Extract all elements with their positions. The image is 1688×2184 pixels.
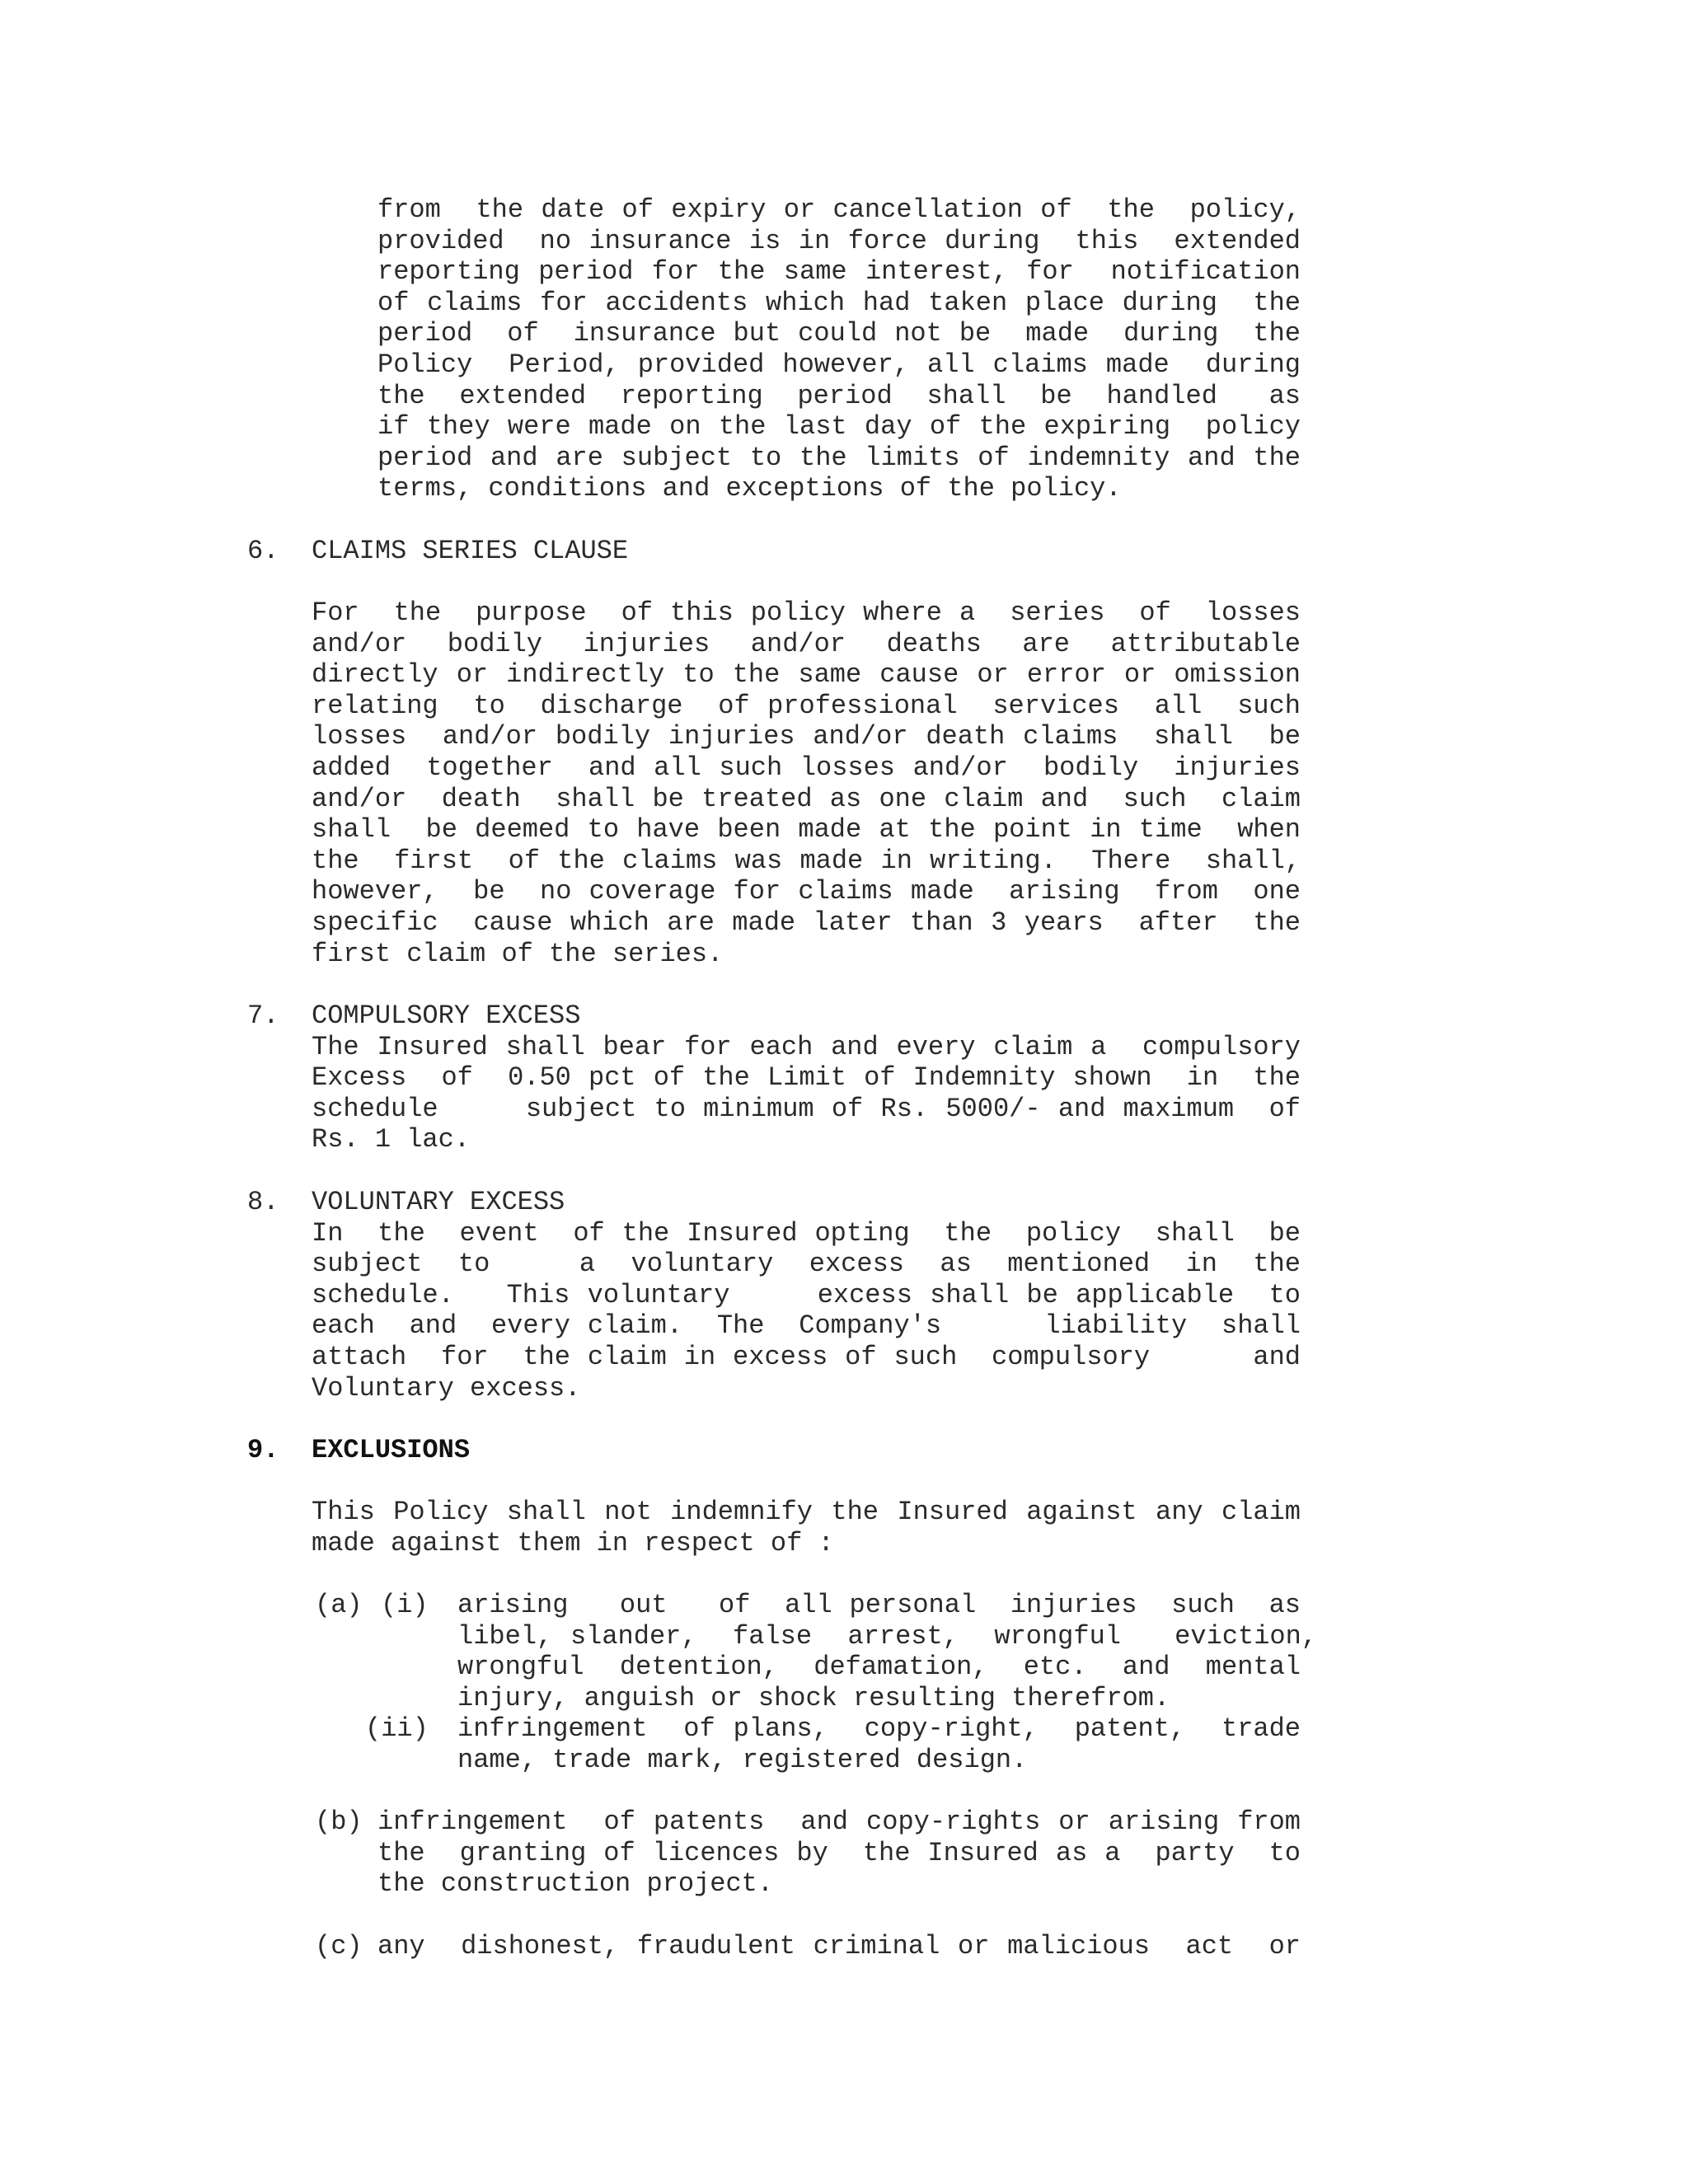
section-heading: CLAIMS SERIES CLAUSE (312, 536, 629, 566)
body-line: and/or death shall be treated as one claim and such claim (312, 783, 1301, 814)
body-line: shall be deemed to have been made at the point in time when (312, 814, 1301, 846)
clause-line: the construction project. (377, 1868, 774, 1900)
body-line: attach for the claim in excess of such compulsory and (312, 1342, 1301, 1372)
body-line: losses and/or bodily injuries and/or death claims shall be (312, 721, 1301, 752)
section-number: 7. (247, 1001, 279, 1031)
body-line: schedule subject to minimum of Rs. 5000/- and maximum of (312, 1093, 1301, 1124)
intro-line: reporting period for the same interest, for notification (377, 256, 1301, 288)
intro-line: terms, conditions and exceptions of the policy. (377, 473, 1122, 504)
body-line: first claim of the series. (312, 938, 724, 969)
intro-line: from the date of expiry or cancellation of the policy, (377, 194, 1301, 225)
subclause-label: (i) (381, 1590, 429, 1620)
section-heading: EXCLUSIONS (312, 1435, 471, 1465)
body-line: The Insured shall bear for each and every claim a compulsory (312, 1031, 1301, 1062)
clause-line: arising out of all personal injuries such as (457, 1590, 1301, 1620)
clause-line: infringement of plans, copy-right, patent, trade (457, 1713, 1301, 1745)
body-line: added together and all such losses and/or bodily injuries (312, 752, 1301, 783)
clause-line: any dishonest, fraudulent criminal or malicious act or (377, 1931, 1301, 1961)
body-line: Rs. 1 lac. (312, 1124, 471, 1155)
body-line: This Policy shall not indemnify the Insured against any claim (312, 1497, 1301, 1527)
section-number: 6. (247, 536, 279, 566)
section-heading: VOLUNTARY EXCESS (312, 1187, 565, 1217)
intro-line: provided no insurance is in force during this extended (377, 225, 1301, 256)
clause-label: (b) (315, 1807, 363, 1837)
body-line: the first of the claims was made in writing. There shall, (312, 845, 1301, 876)
section-number: 8. (247, 1187, 279, 1217)
subclause-label: (ii) (365, 1713, 429, 1745)
clause-line: the granting of licences by the Insured as a party to (377, 1837, 1301, 1868)
body-line: made against them in respect of : (312, 1527, 834, 1558)
body-line: subject to a voluntary excess as mentioned in the (312, 1249, 1301, 1280)
section-number: 9. (247, 1435, 279, 1465)
body-line: directly or indirectly to the same cause or error or omission (312, 659, 1301, 691)
intro-line: if they were made on the last day of the expiring policy (377, 411, 1301, 443)
clause-line: libel, slander, false arrest, wrongful eviction, (457, 1620, 1317, 1652)
intro-line: period of insurance but could not be made during the (377, 318, 1301, 349)
clause-label: (c) (315, 1931, 363, 1961)
body-line: specific cause which are made later than 3 years after the (312, 907, 1301, 938)
body-line: schedule. This voluntary excess shall be applicable to (312, 1279, 1301, 1310)
clause-line: infringement of patents and copy-rights or arising from (377, 1807, 1301, 1837)
clause-line: injury, anguish or shock resulting therefrom. (457, 1682, 1170, 1713)
intro-line: the extended reporting period shall be handled as (377, 380, 1301, 411)
clause-label: (a) (315, 1590, 363, 1620)
body-line: For the purpose of this policy where a series of losses (312, 598, 1301, 628)
body-line: Excess of 0.50 pct of the Limit of Indemnity shown in the (312, 1062, 1301, 1094)
body-line: each and every claim. The Company's liability shall (312, 1310, 1301, 1342)
intro-line: period and are subject to the limits of indemnity and the (377, 442, 1301, 473)
body-line: relating to discharge of professional services all such (312, 690, 1301, 721)
body-line: and/or bodily injuries and/or deaths are attributable (312, 628, 1301, 659)
body-line: In the event of the Insured opting the policy shall be (312, 1217, 1301, 1249)
intro-line: Policy Period, provided however, all claims made during (377, 349, 1301, 380)
body-line: however, be no coverage for claims made arising from one (312, 876, 1301, 907)
clause-line: wrongful detention, defamation, etc. and mental (457, 1652, 1301, 1683)
body-line: Voluntary excess. (312, 1372, 581, 1404)
clause-line: name, trade mark, registered design. (457, 1745, 1028, 1775)
intro-line: of claims for accidents which had taken place during the (377, 287, 1301, 318)
section-heading: COMPULSORY EXCESS (312, 1001, 581, 1031)
